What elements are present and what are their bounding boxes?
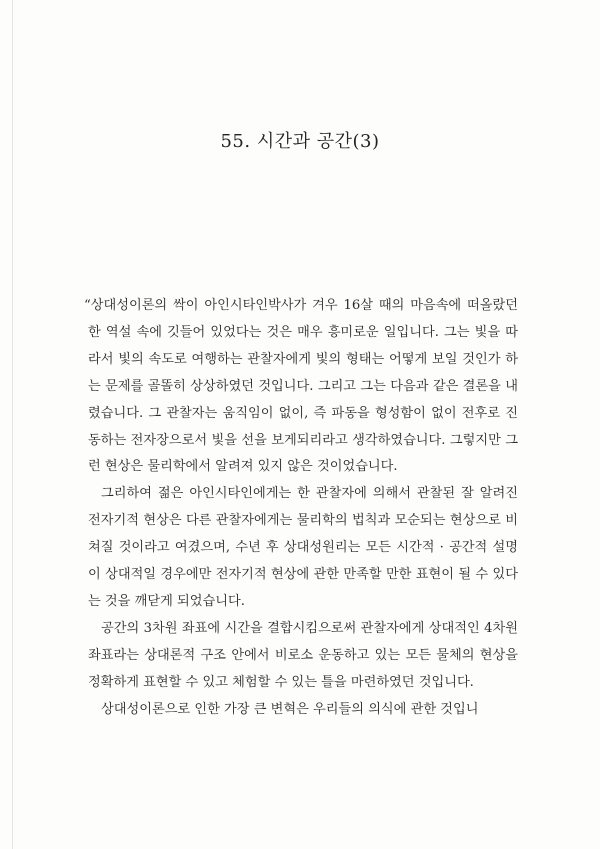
page-title: 55. 시간과 공간(3): [220, 131, 380, 152]
paragraph-4: 상대성이론으로 인한 가장 큰 변혁은 우리들의 의식에 관한 것입니: [101, 701, 479, 717]
paragraph-3: 공간의 3차원 좌표에 시간을 결합시킴으로써 관찰자에게 상대적인 4차원 좌표라는 상대론적 구조 안에서 비로소 운동하고 있는 모든 물체의 현상을 정확하게 표현할 수 있고 체험할 수 있는 틀을 마련하였던 것입니다.: [88, 620, 518, 690]
body-text: [84, 293, 518, 724]
paragraph-1: “상대성이론의 싹이 아인시타인박사가 겨우 16살 때의 마음속에 떠올랐던 한 역설 속에 깃들어 있었다는 것은 매우 흥미로운 일입니다. 그는 빛을 따라서 빛의 속도로 여행하는 관찰자에게 빛의 형태는 어떻게 보일 것인가 하는 문제를 골똘히 상상하였던 것입니다. 그리고 그는 다음과 같은 결론을 내렸습니다. 그 관찰자는 움직임이 없이, 즉 파동을 형성함이 없이 전후로 진동하는 전자장으로서 빛을 선을 보게되리라고 생각하였습니다. 그렇지만 그런 현상은 물리학에서 알려져 있지 않은 것이었습니다.: [84, 298, 518, 475]
paragraph-2: 그리하여 젊은 아인시타인에게는 한 관찰자에 의해서 관찰된 잘 알려진 전자기적 현상은 다른 관찰자에게는 물리학의 법칙과 모순되는 현상으로 비쳐질 것이라고 여겼으며, 수년 후 상대성원리는 모든 시간적 · 공간적 설명이 상대적일 경우에만 전자기적 현상에 관한 만족할 만한 표현이 될 수 있다는 것을 깨닫게 되었습니다.: [88, 486, 518, 609]
